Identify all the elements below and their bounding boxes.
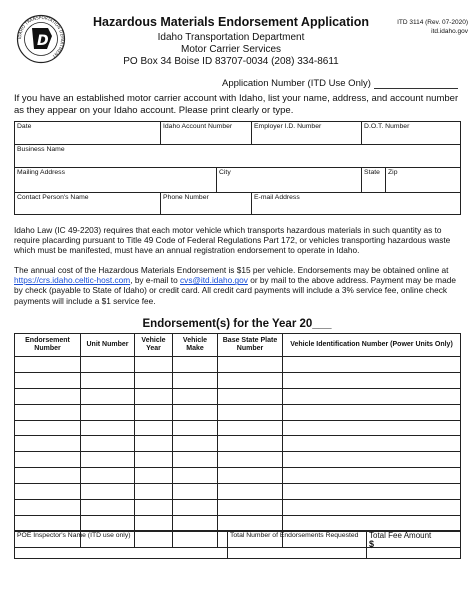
state-label: State	[364, 169, 380, 176]
vehicle-year-cell[interactable]	[135, 484, 173, 500]
business-name-field[interactable]	[15, 145, 461, 168]
account-info-grid	[14, 121, 461, 215]
table-row	[15, 372, 461, 388]
form-number-block	[388, 18, 468, 36]
vehicle-make-cell[interactable]	[173, 357, 218, 373]
vehicle-year-cell[interactable]	[135, 372, 173, 388]
department-name: Idaho Transportation Department	[157, 32, 305, 43]
unit-number-cell[interactable]	[81, 436, 135, 452]
cost-paragraph	[14, 265, 464, 306]
endorsement-number-cell[interactable]	[15, 388, 81, 404]
table-row	[15, 468, 461, 484]
vehicle-year-cell[interactable]	[135, 452, 173, 468]
vehicle-make-cell[interactable]	[173, 515, 218, 531]
vehicle-year-cell[interactable]	[135, 436, 173, 452]
idaho-account-number-field[interactable]	[161, 122, 252, 145]
phone-label: Phone Number	[163, 194, 209, 201]
email-field[interactable]	[252, 193, 461, 215]
col-vehicle-make: Vehicle Make	[173, 334, 218, 357]
endorsement-number-cell[interactable]	[15, 484, 81, 500]
zip-label: Zip	[388, 169, 398, 176]
vehicle-make-cell[interactable]	[173, 484, 218, 500]
endorsements-body	[15, 357, 461, 548]
unit-number-cell[interactable]	[81, 420, 135, 436]
vin-cell[interactable]	[283, 372, 461, 388]
online-link[interactable]: https://crs.idaho.celtic-host.com	[14, 275, 131, 286]
table-row	[15, 357, 461, 373]
endorsement-number-cell[interactable]	[15, 436, 81, 452]
vehicle-make-cell[interactable]	[173, 500, 218, 516]
vin-cell[interactable]	[283, 468, 461, 484]
base-state-plate-cell[interactable]	[218, 420, 283, 436]
endorsement-number-cell[interactable]	[15, 452, 81, 468]
poe-inspector-label: POE Inspector's Name (ITD use only)	[17, 532, 131, 539]
date-label: Date	[17, 123, 32, 130]
unit-number-cell[interactable]	[81, 500, 135, 516]
mailing-address-field[interactable]	[15, 168, 217, 193]
vehicle-make-cell[interactable]	[173, 452, 218, 468]
col-unit-number: Unit Number	[81, 334, 135, 357]
cost-text-2: , by e-mail to	[130, 275, 181, 286]
vehicle-make-cell[interactable]	[173, 388, 218, 404]
table-row	[15, 484, 461, 500]
table-row	[15, 404, 461, 420]
vehicle-year-cell[interactable]	[135, 420, 173, 436]
seal-letter: D	[37, 33, 49, 49]
business-name-label: Business Name	[17, 146, 65, 153]
vehicle-year-cell[interactable]	[135, 388, 173, 404]
contact-name-label: Contact Person's Name	[17, 194, 89, 201]
seal-ring-text: IDAHO TRANSPORTATION DEPARTMENT	[16, 14, 66, 59]
unit-number-cell[interactable]	[81, 468, 135, 484]
endorsements-title: Endorsement(s) for the Year 20___	[142, 318, 332, 330]
table-row	[15, 420, 461, 436]
state-field[interactable]	[362, 168, 386, 193]
endorsement-number-cell[interactable]	[15, 420, 81, 436]
vin-cell[interactable]	[283, 420, 461, 436]
unit-number-cell[interactable]	[81, 484, 135, 500]
base-state-plate-cell[interactable]	[218, 388, 283, 404]
vin-cell[interactable]	[283, 404, 461, 420]
itd-seal-logo	[16, 14, 66, 64]
endorsements-table	[14, 333, 461, 548]
base-state-plate-cell[interactable]	[218, 372, 283, 388]
vin-cell[interactable]	[283, 500, 461, 516]
base-state-plate-cell[interactable]	[218, 357, 283, 373]
total-fee-label: Total Fee Amount	[369, 531, 432, 540]
endorsement-number-cell[interactable]	[15, 500, 81, 516]
totals-grid	[14, 530, 461, 559]
table-row	[15, 500, 461, 516]
col-base-state-plate: Base State Plate Number	[218, 334, 283, 357]
endorsement-number-cell[interactable]	[15, 468, 81, 484]
total-number-label: Total Number of Endorsements Requested	[230, 532, 359, 539]
vehicle-make-cell[interactable]	[173, 404, 218, 420]
unit-number-cell[interactable]	[81, 404, 135, 420]
table-row	[15, 436, 461, 452]
unit-number-cell[interactable]	[81, 515, 135, 531]
unit-number-cell[interactable]	[81, 388, 135, 404]
vin-cell[interactable]	[283, 357, 461, 373]
col-endorsement-number: Endorsement Number	[15, 334, 81, 357]
vin-cell[interactable]	[283, 484, 461, 500]
vehicle-year-cell[interactable]	[135, 515, 173, 531]
vehicle-year-cell[interactable]	[135, 404, 173, 420]
dot-number-label: D.O.T. Number	[364, 123, 410, 130]
vin-cell[interactable]	[283, 436, 461, 452]
form-title: Hazardous Materials Endorsement Application	[93, 15, 369, 29]
vin-cell[interactable]	[283, 452, 461, 468]
division-name: Motor Carrier Services	[180, 44, 282, 55]
city-field[interactable]	[217, 168, 362, 193]
cost-text-3: or by mail to the above address. Payment may be made by check (payable to State of Idaho) or credit card. All credit card payments will include a 3% service fee, online check payments will include a $1 service fee.	[14, 275, 456, 306]
total-number-field[interactable]	[228, 531, 367, 559]
vin-cell[interactable]	[283, 515, 461, 531]
unit-number-cell[interactable]	[81, 372, 135, 388]
intro-paragraph: If you have an established motor carrier account with Idaho, list your name, address, and account number as they appear on your Idaho account. Please print clearly or type.	[14, 93, 459, 116]
dollar-sign: $	[369, 539, 375, 549]
unit-number-cell[interactable]	[81, 452, 135, 468]
base-state-plate-cell[interactable]	[218, 452, 283, 468]
col-vin: Vehicle Identification Number (Power Units Only)	[283, 334, 461, 357]
contact-name-field[interactable]	[15, 193, 161, 215]
application-number-label: Application Number (ITD Use Only)	[222, 78, 371, 89]
employer-id-field[interactable]	[252, 122, 362, 145]
endorsement-number-cell[interactable]	[15, 357, 81, 373]
col-vehicle-year: Vehicle Year	[135, 334, 173, 357]
city-label: City	[219, 169, 231, 176]
total-fee-field[interactable]	[367, 531, 461, 559]
vehicle-make-cell[interactable]	[173, 436, 218, 452]
vehicle-make-cell[interactable]	[173, 372, 218, 388]
employer-id-label: Employer I.D. Number	[254, 123, 322, 130]
vehicle-year-cell[interactable]	[135, 500, 173, 516]
table-row	[15, 452, 461, 468]
vehicle-year-cell[interactable]	[135, 357, 173, 373]
endorsement-number-cell[interactable]	[15, 515, 81, 531]
vehicle-make-cell[interactable]	[173, 468, 218, 484]
website: itd.idaho.gov	[431, 28, 468, 35]
dot-number-field[interactable]	[362, 122, 461, 145]
base-state-plate-cell[interactable]	[218, 468, 283, 484]
zip-field[interactable]	[386, 168, 461, 193]
base-state-plate-cell[interactable]	[218, 484, 283, 500]
poe-inspector-field[interactable]	[15, 531, 228, 559]
date-field[interactable]	[15, 122, 161, 145]
vehicle-year-cell[interactable]	[135, 468, 173, 484]
mailing-address-line: PO Box 34 Boise ID 83707-0034 (208) 334-8611	[123, 56, 339, 67]
application-number-field[interactable]	[374, 88, 458, 89]
vin-cell[interactable]	[283, 388, 461, 404]
base-state-plate-cell[interactable]	[218, 515, 283, 531]
endorsement-number-cell[interactable]	[15, 372, 81, 388]
email-link[interactable]: cvs@itd.idaho.gov	[180, 275, 248, 286]
idaho-account-number-label: Idaho Account Number	[163, 123, 233, 130]
table-row	[15, 388, 461, 404]
table-row	[15, 515, 461, 531]
unit-number-cell[interactable]	[81, 357, 135, 373]
base-state-plate-cell[interactable]	[218, 436, 283, 452]
endorsement-number-cell[interactable]	[15, 404, 81, 420]
phone-field[interactable]	[161, 193, 252, 215]
vehicle-make-cell[interactable]	[173, 420, 218, 436]
base-state-plate-cell[interactable]	[218, 404, 283, 420]
cost-text-1: The annual cost of the Hazardous Materials Endorsement is $15 per vehicle. Endorsements may be obtained online at	[14, 265, 449, 275]
base-state-plate-cell[interactable]	[218, 500, 283, 516]
email-label: E-mail Address	[254, 194, 300, 201]
form-number: ITD 3114 (Rev. 07-2020)	[397, 19, 468, 26]
mailing-address-label: Mailing Address	[17, 169, 65, 176]
law-paragraph: Idaho Law (IC 49-2203) requires that each motor vehicle which transports hazardous materials in such quantity as to require placarding pursuant to Title 49 Code of Federal Regulations Part 172, or vehicles transporting hazardous waste which must be manifested, must have an annual registration endorsement to operate in Idaho.	[14, 225, 451, 256]
